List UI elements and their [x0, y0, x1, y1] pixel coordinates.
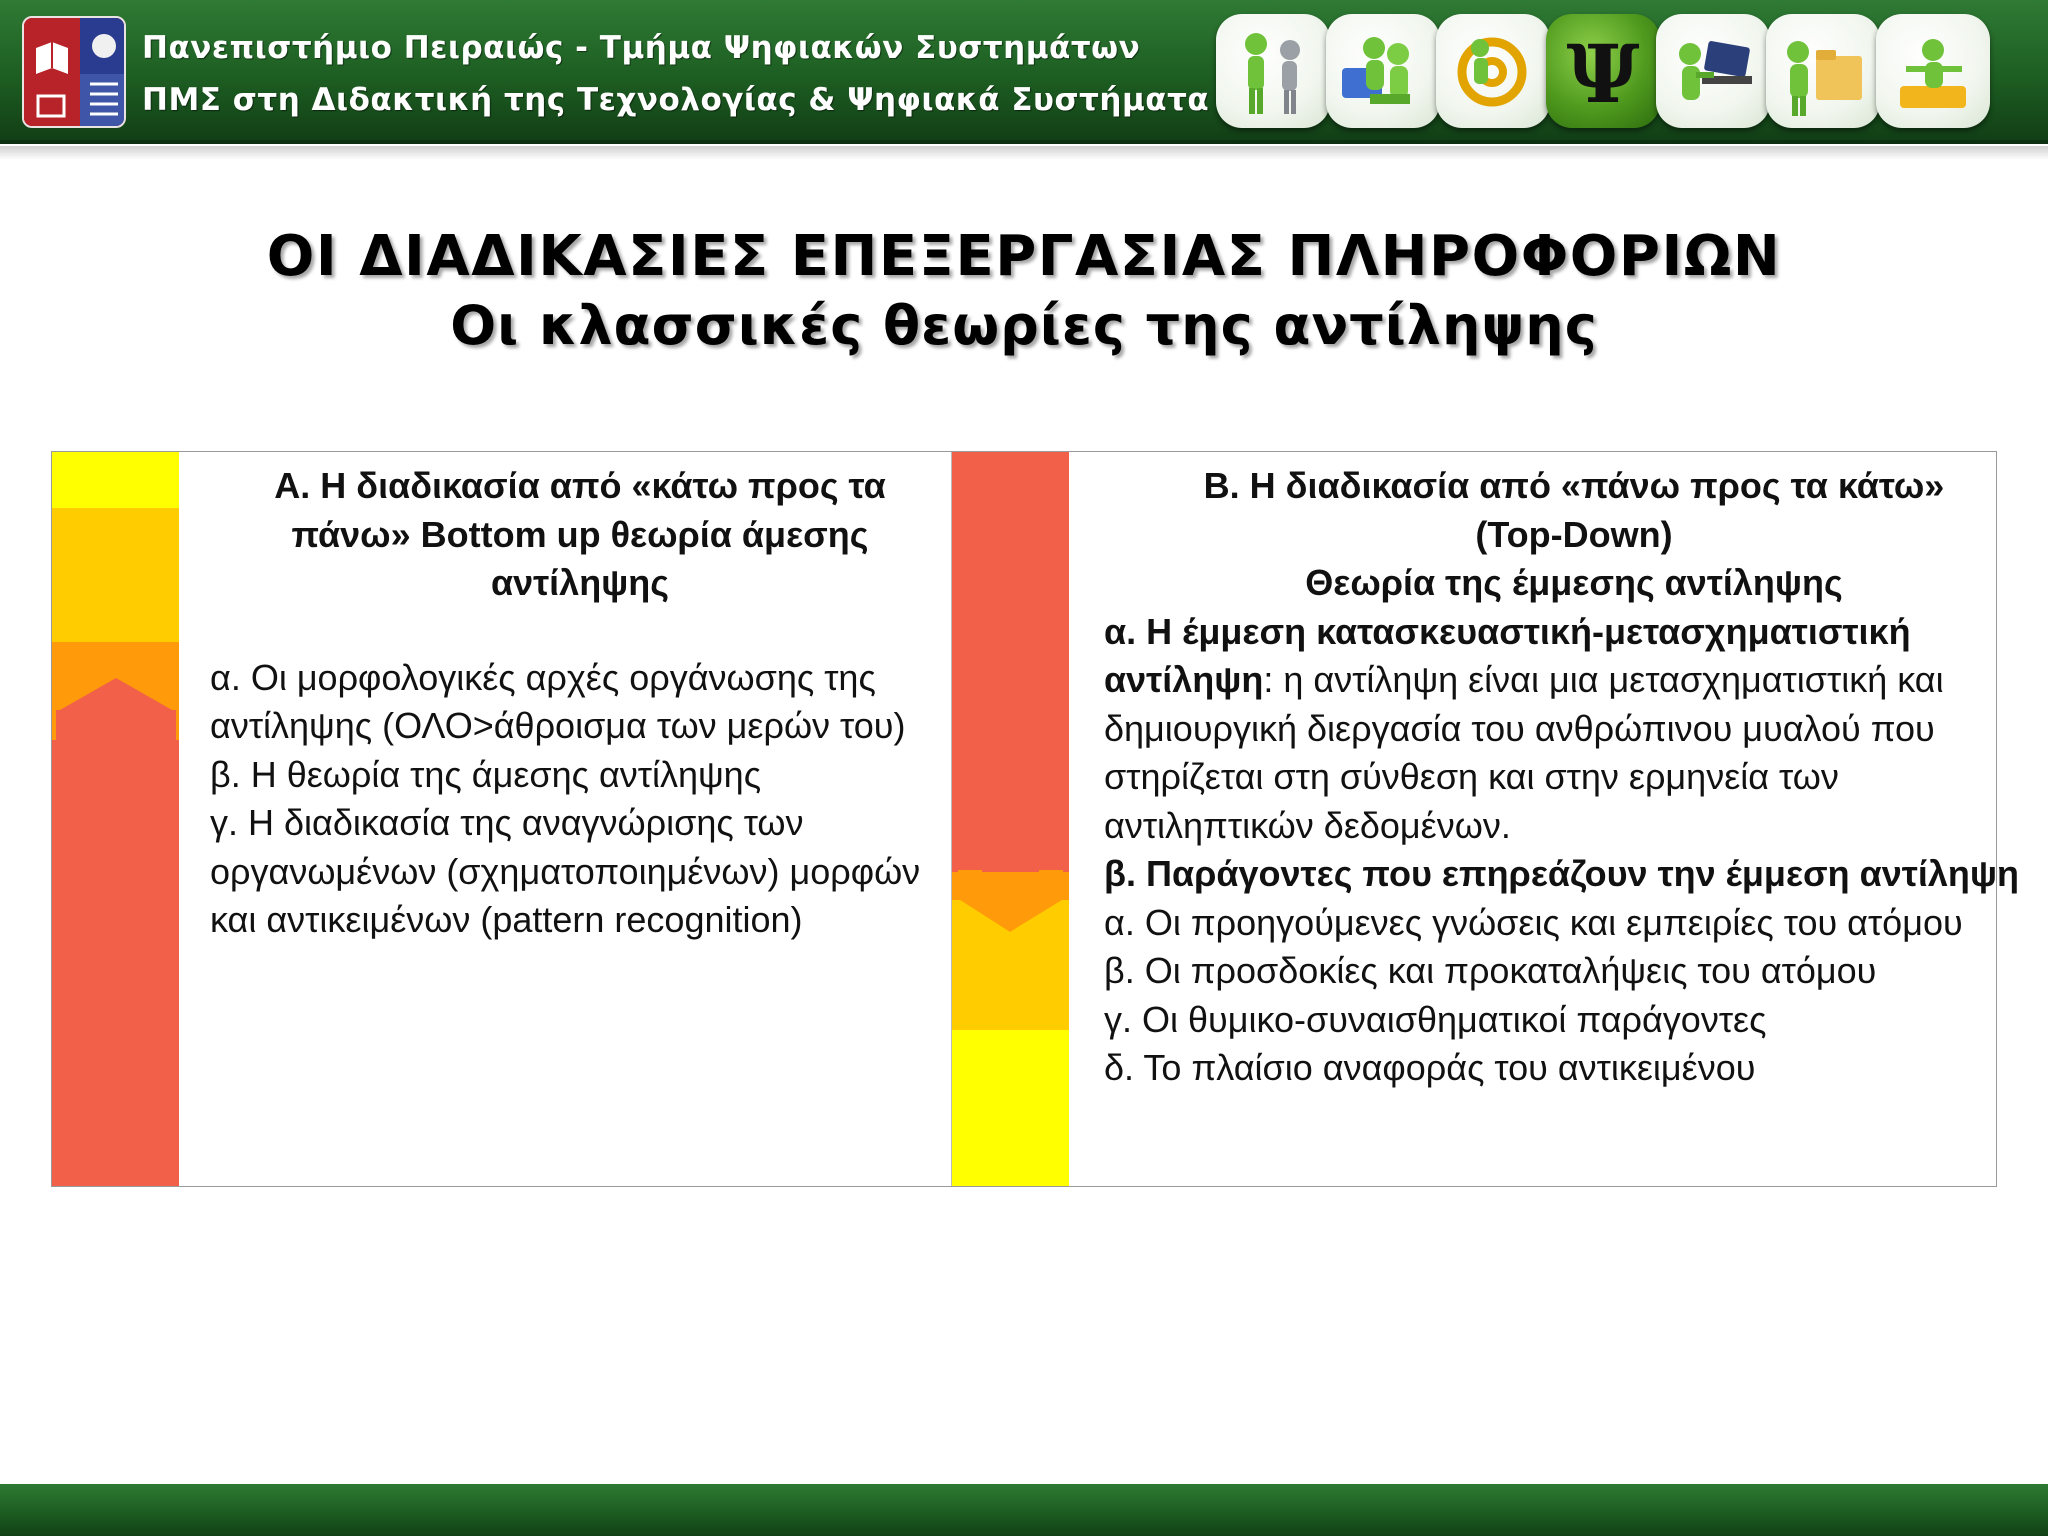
- indirect-perception-definition: : η αντίληψη είναι μια μετασχηματιστική και δημιουργική διεργασία του ανθρώπινου μυαλού που στηρίζεται στη σύνθεση και στην ερμηνεία των αντιληπτικών δεδομένων.: [1104, 659, 1944, 846]
- folder-figure-icon: [1766, 14, 1880, 128]
- team-icon: [1326, 14, 1440, 128]
- header-banner: [0, 0, 2048, 144]
- psi-symbol-icon: [1546, 14, 1660, 128]
- list-item: β. Η θεωρία της άμεσης αντίληψης: [210, 753, 762, 795]
- puzzle-figure-icon: [1876, 14, 1990, 128]
- top-down-heading-line: (Top-Down): [1475, 513, 1673, 555]
- slide-title-subtitle: Οι κλασσικές θεωρίες της αντίληψης: [450, 294, 1598, 357]
- comparison-table: [51, 451, 2019, 1187]
- laptop-figure-icon: [1656, 14, 1770, 128]
- header-thumbnail-strip: [1216, 14, 2036, 130]
- list-item: δ. Το πλαίσιο αναφοράς του αντικειμένου: [1104, 1047, 1756, 1088]
- header-program-line: ΠΜΣ στη Διδακτική της Τεχνολογίας & Ψηφιακά Συστήματα: [142, 82, 1210, 118]
- university-logo: [22, 16, 126, 128]
- list-item: α. Οι προηγούμενες γνώσεις και εμπειρίες του ατόμου: [1104, 901, 1963, 943]
- list-item: β. Οι προσδοκίες και προκαταλήψεις του ατόμου: [1104, 950, 1877, 991]
- bottom-up-heading: Α. Η διαδικασία από «κάτω προς τα πάνω» Bottom up θεωρία άμεσης αντίληψης: [274, 465, 886, 603]
- spacer: [210, 608, 950, 654]
- indirect-perception-term: α. Η έμμεση κατασκευαστική-μετασχηματιστική αντίληψη: [1104, 610, 1911, 700]
- list-item: γ. Οι θυμικο-συναισθηματικοί παράγοντες: [1104, 998, 1767, 1040]
- top-down-arrow-icon: [952, 452, 1069, 1186]
- footer-bar: [0, 1484, 2048, 1536]
- list-item: γ. Η διαδικασία της αναγνώρισης των οργανωμένων (σχηματοποιημένων) μορφών και αντικειμένων (pattern recognition): [210, 802, 921, 940]
- top-down-heading-line: Θεωρία της έμμεσης αντίληψης: [1305, 562, 1843, 603]
- psi-glyph: Ψ: [1566, 27, 1640, 121]
- bottom-up-cell: [210, 462, 950, 945]
- figures-icon: [1216, 14, 1330, 128]
- indirect-perception-paragraph: [1104, 608, 2044, 851]
- bottom-up-arrow-icon: [52, 452, 179, 1186]
- header-university-line: Πανεπιστήμιο Πειραιώς - Τμήμα Ψηφιακών Συστημάτων: [142, 30, 1141, 66]
- list-item: α. Οι μορφολογικές αρχές οργάνωσης της αντίληψης (ΟΛΟ>άθροισμα των μερών του): [210, 656, 906, 746]
- slide-title: [0, 222, 2048, 360]
- top-down-cell: [1104, 462, 2044, 1093]
- factors-subheading: β. Παράγοντες που επηρεάζουν την έμμεση αντίληψη: [1104, 853, 2019, 894]
- top-down-heading-line: Β. Η διαδικασία από «πάνω προς τα κάτω»: [1203, 465, 1945, 506]
- at-sign-icon: [1436, 14, 1550, 128]
- slide-title-main: ΟΙ ΔΙΑΔΙΚΑΣΙΕΣ ΕΠΕΞΕΡΓΑΣΙΑΣ ΠΛΗΡΟΦΟΡΙΩΝ: [266, 224, 1782, 289]
